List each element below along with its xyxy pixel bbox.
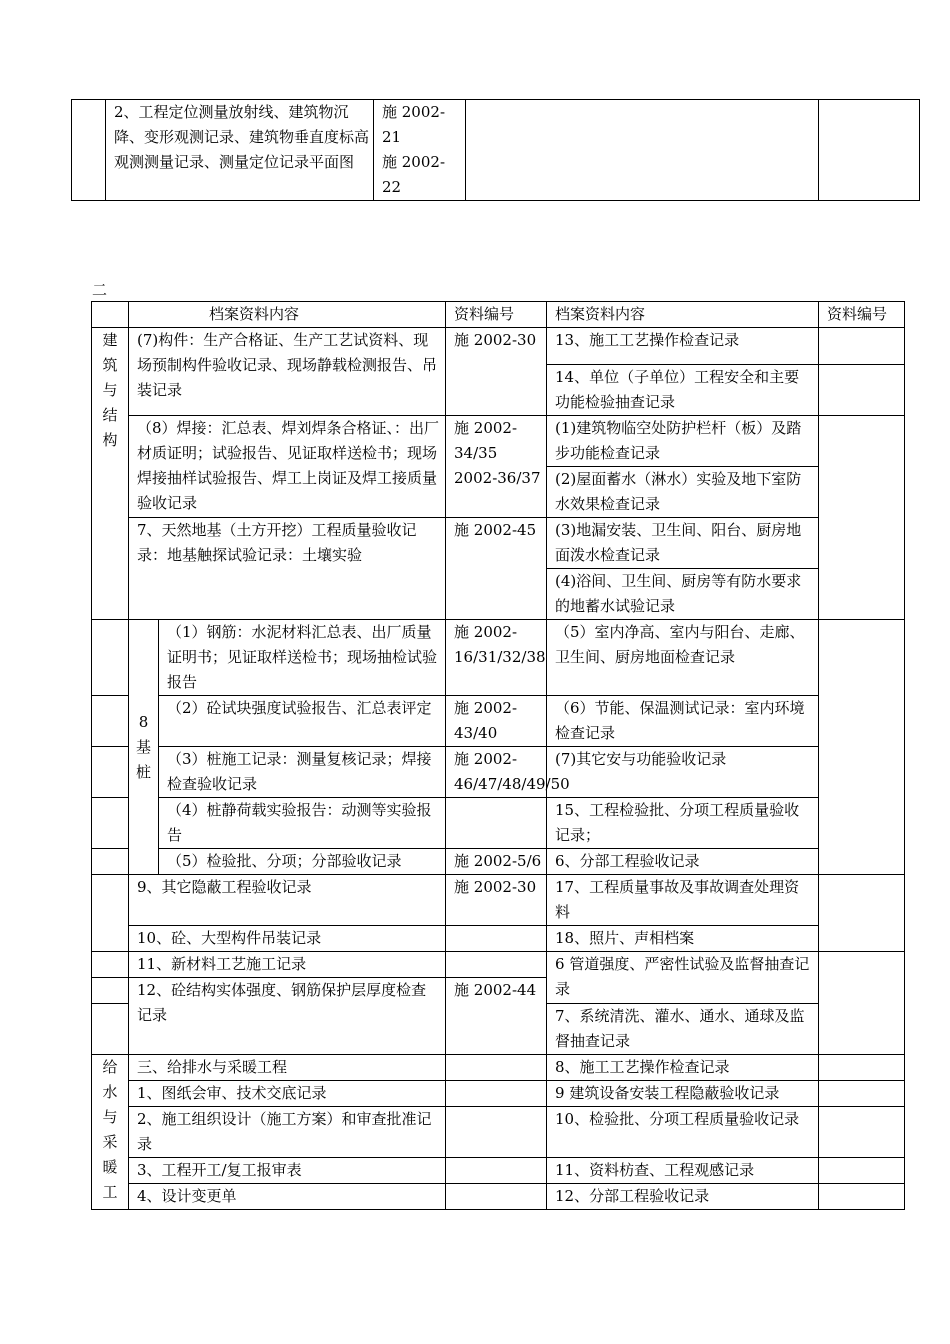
content-cell: 17、工程质量事故及事故调查处理资料	[547, 875, 819, 926]
table-row	[92, 518, 905, 569]
blank-cell	[446, 952, 547, 978]
blank-cell	[446, 798, 547, 849]
content-cell: (7)其它安与功能验收记录	[547, 747, 819, 798]
content-cell: 2、施工组织设计（施工方案）和审查批准记录	[129, 1107, 446, 1158]
content-cell: （8）焊接：汇总表、焊刘焊条合格证、：出厂材质证明；试验报告、见证取样送检书；现场焊接抽样试验报告、焊工上岗证及焊工接质量验收记录	[129, 416, 446, 518]
table-row	[92, 328, 905, 365]
content-cell: 4、设计变更单	[129, 1184, 446, 1210]
part-title: 二	[92, 281, 108, 299]
content-cell: （1）钢筋：水泥材料汇总表、出厂质量证明书；见证取样送检书；现场抽检试验报告	[159, 620, 446, 696]
table-row	[92, 1158, 905, 1184]
blank-cell	[819, 416, 905, 620]
header-row	[92, 302, 905, 328]
blank-cell	[819, 1158, 905, 1184]
content-cell: 8、施工工艺操作检查记录	[547, 1055, 819, 1081]
blank-cell	[819, 1107, 905, 1158]
header-content-right: 档案资料内容	[547, 302, 819, 328]
code-b: 施 2002-22	[382, 153, 446, 196]
code-cell: 施 2002-5/6	[446, 849, 547, 875]
section-pile: 8基桩	[129, 620, 159, 875]
code-cell: 施 2002-46/47/48/49/50	[446, 747, 547, 798]
blank-cell	[819, 1055, 905, 1081]
content-cell: 6 管道强度、严密性试验及监督抽查记录	[547, 952, 819, 1004]
content-cell: 10、检验批、分项工程质量验收记录	[547, 1107, 819, 1158]
code-a: 施 2002-34/35	[454, 419, 518, 462]
code-cell: 施 2002-45	[446, 518, 547, 620]
content-cell: (2)屋面蓄水（淋水）实验及地下室防水效果检查记录	[547, 467, 819, 518]
blank-cell	[819, 620, 905, 875]
table-row	[92, 849, 905, 875]
blank-cell	[92, 1004, 129, 1055]
section-building: 建筑与结构	[92, 328, 129, 620]
content-cell: 11、资料枋查、工程观感记录	[547, 1158, 819, 1184]
blank-cell	[92, 696, 129, 747]
content-cell: 13、施工工艺操作检查记录	[547, 328, 819, 365]
table-row	[92, 620, 905, 696]
content-cell: 三、给排水与采暖工程	[129, 1055, 446, 1081]
table-row	[92, 952, 905, 978]
blank-cell	[446, 926, 547, 952]
header-code-left: 资料编号	[446, 302, 547, 328]
content-cell: （5）室内净高、室内与阳台、走廊、卫生间、厨房地面检查记录	[547, 620, 819, 696]
content-cell: 6、分部工程验收记录	[547, 849, 819, 875]
blank-cell	[446, 1081, 547, 1107]
blank-cell	[92, 849, 129, 875]
table-row	[72, 100, 920, 201]
table-row	[92, 1055, 905, 1081]
content-cell: 3、工程开工/复工报审表	[129, 1158, 446, 1184]
code-cell: 施 2002-44	[446, 978, 547, 1055]
blank-cell	[819, 875, 905, 952]
blank-cell	[819, 100, 920, 201]
blank-cell	[446, 1107, 547, 1158]
code-cell	[374, 100, 466, 201]
content-cell: （6）节能、保温测试记录：室内环境检查记录	[547, 696, 819, 747]
content-cell: 12、砼结构实体强度、钢筋保护层厚度检查记录	[129, 978, 446, 1055]
blank-cell	[819, 1081, 905, 1107]
code-cell	[446, 416, 547, 518]
table-row	[92, 416, 905, 467]
content-cell: 2、工程定位测量放射线、建筑物沉降、变形观测记录、建筑物垂直度标高观测测量记录、测量定位记录平面图	[106, 100, 374, 201]
content-cell: (4)浴间、卫生间、厨房等有防水要求的地蓄水试验记录	[547, 569, 819, 620]
code-b: 2002-36/37	[454, 469, 541, 487]
content-cell: 11、新材料工艺施工记录	[129, 952, 446, 978]
blank-cell	[819, 1184, 905, 1210]
blank-cell	[446, 1158, 547, 1184]
table-row	[92, 1081, 905, 1107]
content-cell: (7)构件：生产合格证、生产工艺试资料、现场预制构件验收记录、现场静载检测报告、吊装记录	[129, 328, 446, 416]
blank-cell	[72, 100, 106, 201]
content-cell: 1、图纸会审、技术交底记录	[129, 1081, 446, 1107]
blank-cell	[92, 875, 129, 952]
content-cell: 7、系统清洗、灌水、通水、通球及监督抽查记录	[547, 1004, 819, 1055]
content-cell: (3)地漏安装、卫生间、阳台、厨房地面泼水检查记录	[547, 518, 819, 569]
content-cell: (1)建筑物临空处防护栏杆（板）及踏步功能检查记录	[547, 416, 819, 467]
content-cell: 7、天然地基（土方开挖）工程质量验收记录：地基触探试验记录：土壤实验	[129, 518, 446, 620]
table-row	[92, 875, 905, 926]
top-table	[71, 99, 920, 201]
table-row	[92, 926, 905, 952]
blank-cell	[92, 747, 129, 798]
blank-cell	[446, 1184, 547, 1210]
header-content-left: 档案资料内容	[129, 302, 446, 328]
table-row	[92, 798, 905, 849]
blank-cell	[466, 100, 819, 201]
blank-cell	[819, 365, 905, 416]
code-a: 施 2002-21	[382, 103, 446, 146]
blank-cell	[446, 1055, 547, 1081]
content-cell: 18、照片、声相档案	[547, 926, 819, 952]
archive-table	[91, 301, 905, 1210]
code-cell: 施 2002-30	[446, 875, 547, 926]
content-cell: 9 建筑设备安装工程隐蔽验收记录	[547, 1081, 819, 1107]
content-cell: （3）桩施工记录：测量复核记录；焊接检查验收记录	[159, 747, 446, 798]
content-cell: 9、其它隐蔽工程验收记录	[129, 875, 446, 926]
section-water: 给水与采暖工	[92, 1055, 129, 1210]
table-row	[92, 1184, 905, 1210]
code-cell: 施 2002-16/31/32/38	[446, 620, 547, 696]
table-row	[92, 1107, 905, 1158]
header-code-right: 资料编号	[819, 302, 905, 328]
content-cell: （5）检验批、分项；分部验收记录	[159, 849, 446, 875]
blank-cell	[92, 302, 129, 328]
blank-cell	[92, 978, 129, 1004]
content-cell: 12、分部工程验收记录	[547, 1184, 819, 1210]
content-cell: （2）砼试块强度试验报告、汇总表评定	[159, 696, 446, 747]
blank-cell	[92, 620, 129, 696]
table-row	[92, 696, 905, 747]
content-cell: 15、工程检验批、分项工程质量验收记录；	[547, 798, 819, 849]
content-cell: 14、单位（子单位）工程安全和主要功能检验抽查记录	[547, 365, 819, 416]
content-cell: （4）桩静荷载实验报告：动测等实验报告	[159, 798, 446, 849]
blank-cell	[819, 952, 905, 1055]
code-cell: 施 2002-43/40	[446, 696, 547, 747]
blank-cell	[819, 328, 905, 365]
code-cell: 施 2002-30	[446, 328, 547, 416]
content-cell: 10、砼、大型构件吊装记录	[129, 926, 446, 952]
table-row	[92, 747, 905, 798]
blank-cell	[92, 952, 129, 978]
blank-cell	[92, 798, 129, 849]
